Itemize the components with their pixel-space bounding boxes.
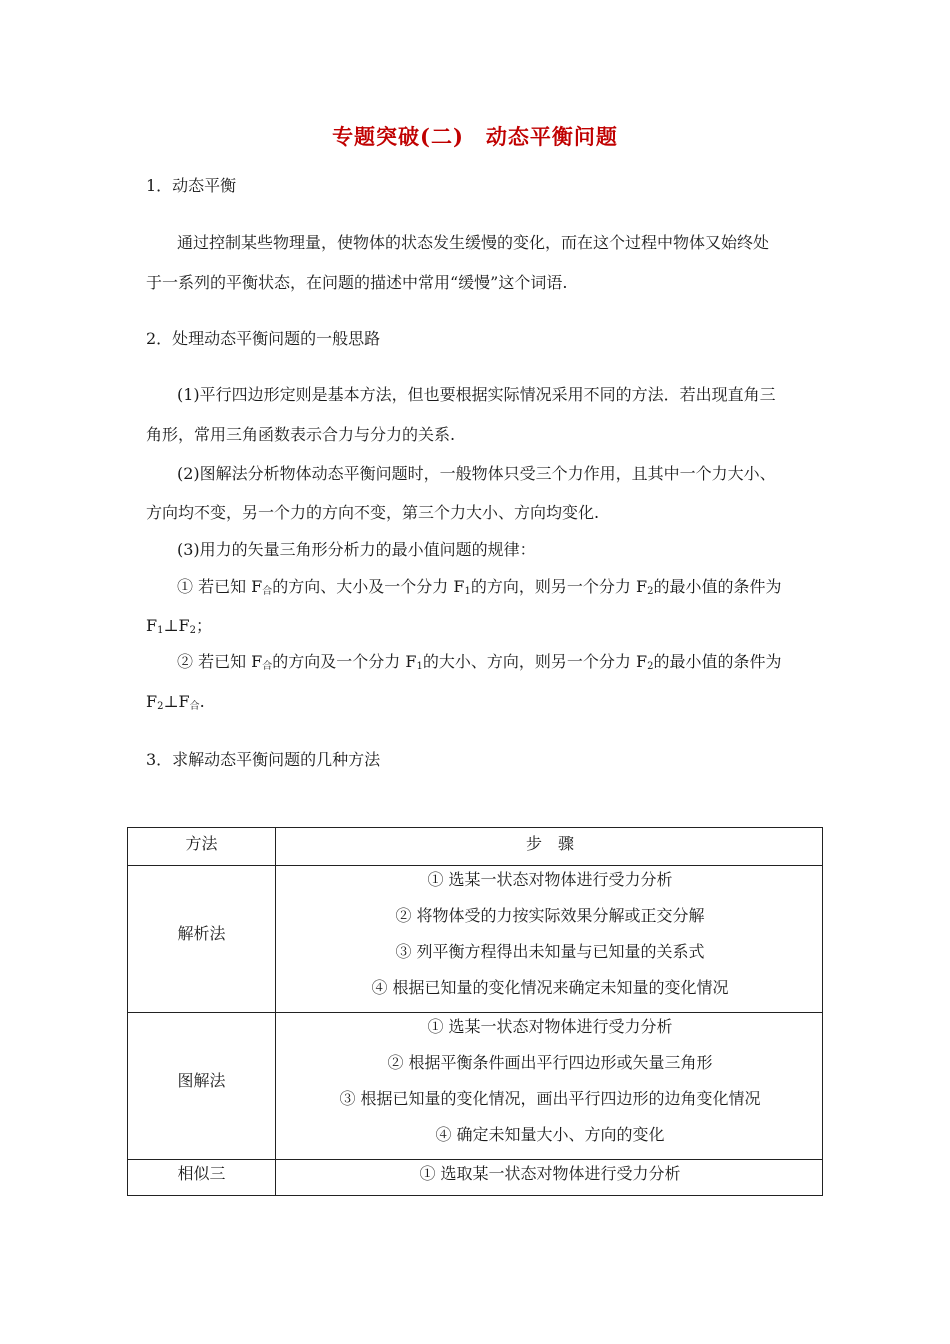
table-row-divider-1: [128, 1012, 822, 1013]
rule-2-l2-sub-2: 2: [157, 701, 164, 712]
rule-1-l2-sub-2: 2: [189, 625, 197, 636]
table-step: ④ 确定未知量大小、方向的变化: [435, 1125, 665, 1144]
rule-2-l2-a: F: [146, 692, 158, 711]
rule-1-l2-e: ；: [196, 616, 213, 635]
section-2-p1-line-2: 角形，常用三角函数表示合力与分力的关系.: [146, 425, 456, 444]
rule-2-l2-c: ⊥F: [163, 692, 190, 711]
rule-2-text-a: ② 若已知 F: [177, 652, 263, 671]
section-1-paragraph-line-2: 于一系列的平衡状态，在问题的描述中常用“缓慢”这个词语.: [146, 273, 568, 292]
section-1-heading: 1．动态平衡: [146, 176, 237, 195]
table-step: ② 根据平衡条件画出平行四边形或矢量三角形: [387, 1053, 713, 1072]
rule-1-text-e: 的方向，则另一个分力 F: [470, 577, 648, 596]
methods-table: [127, 827, 823, 1196]
rule-2-text-e: 的大小、方向，则另一个分力 F: [422, 652, 648, 671]
table-step: ① 选取某一状态对物体进行受力分析: [419, 1164, 681, 1183]
rule-2-sub-he: 合: [262, 661, 273, 672]
table-header-method: 方法: [185, 834, 218, 853]
rule-2-text-g: 的最小值的条件为: [653, 652, 782, 671]
table-row-divider-2: [128, 1159, 822, 1160]
table-step: ① 选某一状态对物体进行受力分析: [427, 870, 673, 889]
rule-1-sub-2: 2: [647, 586, 654, 597]
section-2-p2-line-2: 方向均不变，另一个力的方向不变，第三个力大小、方向均变化.: [146, 503, 600, 522]
rule-2-line-2: [146, 692, 205, 717]
table-method-similar-triangle: 相似三: [177, 1164, 226, 1183]
rule-1-l2-a: F: [146, 616, 158, 635]
rule-2-line-1: [177, 652, 781, 677]
table-step: ① 选某一状态对物体进行受力分析: [427, 1017, 673, 1036]
table-step: ③ 根据已知量的变化情况，画出平行四边形的边角变化情况: [339, 1089, 761, 1108]
rule-1-text-a: ① 若已知 F: [177, 577, 263, 596]
rule-2-l2-sub-he: 合: [189, 701, 200, 712]
rule-2-sub-1: 1: [416, 661, 423, 672]
rule-2-sub-2: 2: [647, 661, 654, 672]
section-1-paragraph-line-1: 通过控制某些物理量，使物体的状态发生缓慢的变化，而在这个过程中物体又始终处: [177, 233, 770, 252]
table-step: ② 将物体受的力按实际效果分解或正交分解: [395, 906, 705, 925]
rule-1-text-g: 的最小值的条件为: [653, 577, 782, 596]
section-2-p2-line-1: (2)图解法分析物体动态平衡问题时，一般物体只受三个力作用，且其中一个力大小、: [177, 464, 776, 483]
rule-1-text-c: 的方向、大小及一个分力 F: [272, 577, 465, 596]
table-method-graphical: 图解法: [177, 1071, 226, 1090]
table-header-divider: [128, 865, 822, 866]
rule-2-text-c: 的方向及一个分力 F: [272, 652, 417, 671]
page-title: 专题突破(二) 动态平衡问题: [332, 124, 618, 149]
section-3-heading: 3．求解动态平衡问题的几种方法: [146, 750, 381, 769]
section-2-p3: (3)用力的矢量三角形分析力的最小值问题的规律：: [177, 540, 536, 559]
section-2-heading: 2．处理动态平衡问题的一般思路: [146, 329, 381, 348]
section-2-p1-line-1: (1)平行四边形定则是基本方法，但也要根据实际情况采用不同的方法．若出现直角三: [177, 385, 776, 404]
rule-1-line-1: [177, 577, 781, 602]
table-header-steps: 步 骤: [525, 834, 574, 853]
table-method-analytic: 解析法: [177, 924, 226, 943]
table-step: ③ 列平衡方程得出未知量与已知量的关系式: [395, 942, 705, 961]
rule-1-sub-1: 1: [464, 586, 471, 597]
rule-2-l2-e: .: [199, 692, 205, 711]
rule-1-line-2: [146, 616, 212, 641]
rule-1-sub-he: 合: [262, 586, 273, 597]
rule-1-l2-c: ⊥F: [163, 616, 190, 635]
table-step: ④ 根据已知量的变化情况来确定未知量的变化情况: [371, 978, 729, 997]
rule-1-l2-sub-1: 1: [157, 625, 164, 636]
